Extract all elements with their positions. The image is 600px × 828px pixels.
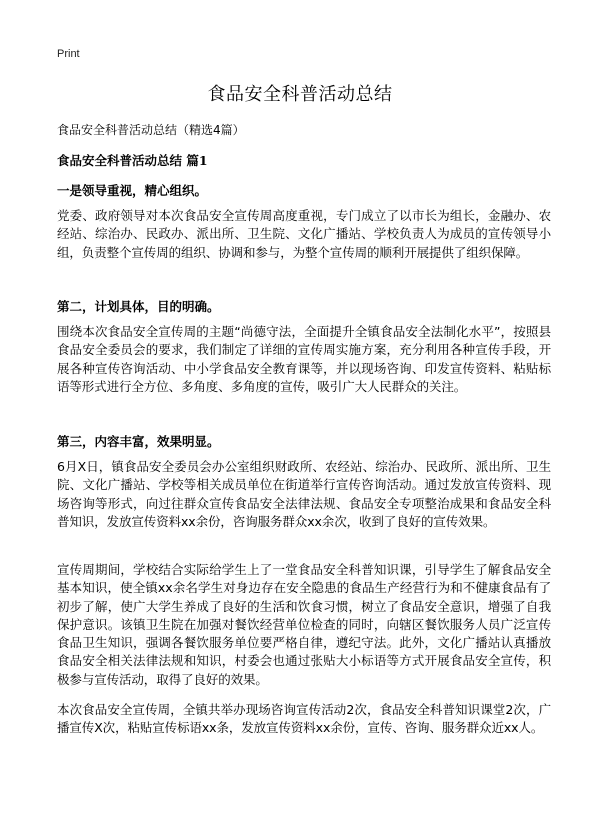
- page-title: 食品安全科普活动总结: [207, 84, 393, 105]
- heading-content: 第三，内容丰富，效果明显。: [57, 434, 220, 449]
- print-label[interactable]: Print: [57, 48, 80, 60]
- document-subtitle: 食品安全科普活动总结（精选4篇）: [57, 123, 245, 137]
- paragraph-plan: 围绕本次食品安全宣传周的主题“尚德守法，全面提升全镇食品安全法制化水平”，按照县食品安全委员会的要求，我们制定了详细的宣传周实施方案，充分利用各种宣传手段，开展各种宣传咨询活动、中小学食品安全教育课等，并以现场咨询、印发宣传资料、粘贴标语等形式进行全方位、多角度、多角度的宣传，吸引广大人民群众的关注。: [57, 324, 551, 394]
- paragraph-consultation: 6月X日，镇食品安全委员会办公室组织财政所、农经站、综治办、民政所、派出所、卫生院、文化广播站、学校等相关成员单位在街道举行宣传咨询活动。通过发放宣传资料、现场咨询等形式，向过往群众宣传食品安全法律法规、食品安全专项整治成果和食品安全科普知识，发放宣传资料xx余份，咨询服务群众xx余次，收到了良好的宣传效果。: [57, 459, 551, 529]
- paragraph-summary: 本次食品安全宣传周，全镇共举办现场咨询宣传活动2次，食品安全科普知识课堂2次，广播宣传X次，粘贴宣传标语xx条，发放宣传资料xx余份，宣传、咨询、服务群众近xx人。: [57, 702, 551, 736]
- heading-leadership: 一是领导重视，精心组织。: [57, 183, 208, 198]
- section-title: 食品安全科普活动总结 篇1: [57, 153, 208, 168]
- heading-plan: 第二，计划具体，目的明确。: [57, 299, 220, 314]
- paragraph-school: 宣传周期间，学校结合实际给学生上了一堂食品安全科普知识课，引导学生了解食品安全基本知识，使全镇xx余名学生对身边存在安全隐患的食品生产经营行为和不健康食品有了初步了解，使广大学生养成了良好的生活和饮食习惯，树立了食品安全意识，增强了自我保护意识。该镇卫生院在加强对餐饮经营单位检查的同时，向辖区餐饮服务人员广泛宣传食品卫生知识，强调各餐饮服务单位要严格自律，遵纪守法。此外，文化广播站认真播放食品安全相关法律法规和知识，村委会也通过张贴大小标语等方式开展食品安全宣传，积极参与宣传活动，取得了良好的效果。: [57, 562, 551, 687]
- paragraph-leadership: 党委、政府领导对本次食品安全宣传周高度重视，专门成立了以市长为组长，金融办、农经站、综治办、民政办、派出所、卫生院、文化广播站、学校负责人为成员的宣传领导小组，负责整个宣传周的组织、协调和参与，为整个宣传周的顺利开展提供了组织保障。: [57, 208, 551, 260]
